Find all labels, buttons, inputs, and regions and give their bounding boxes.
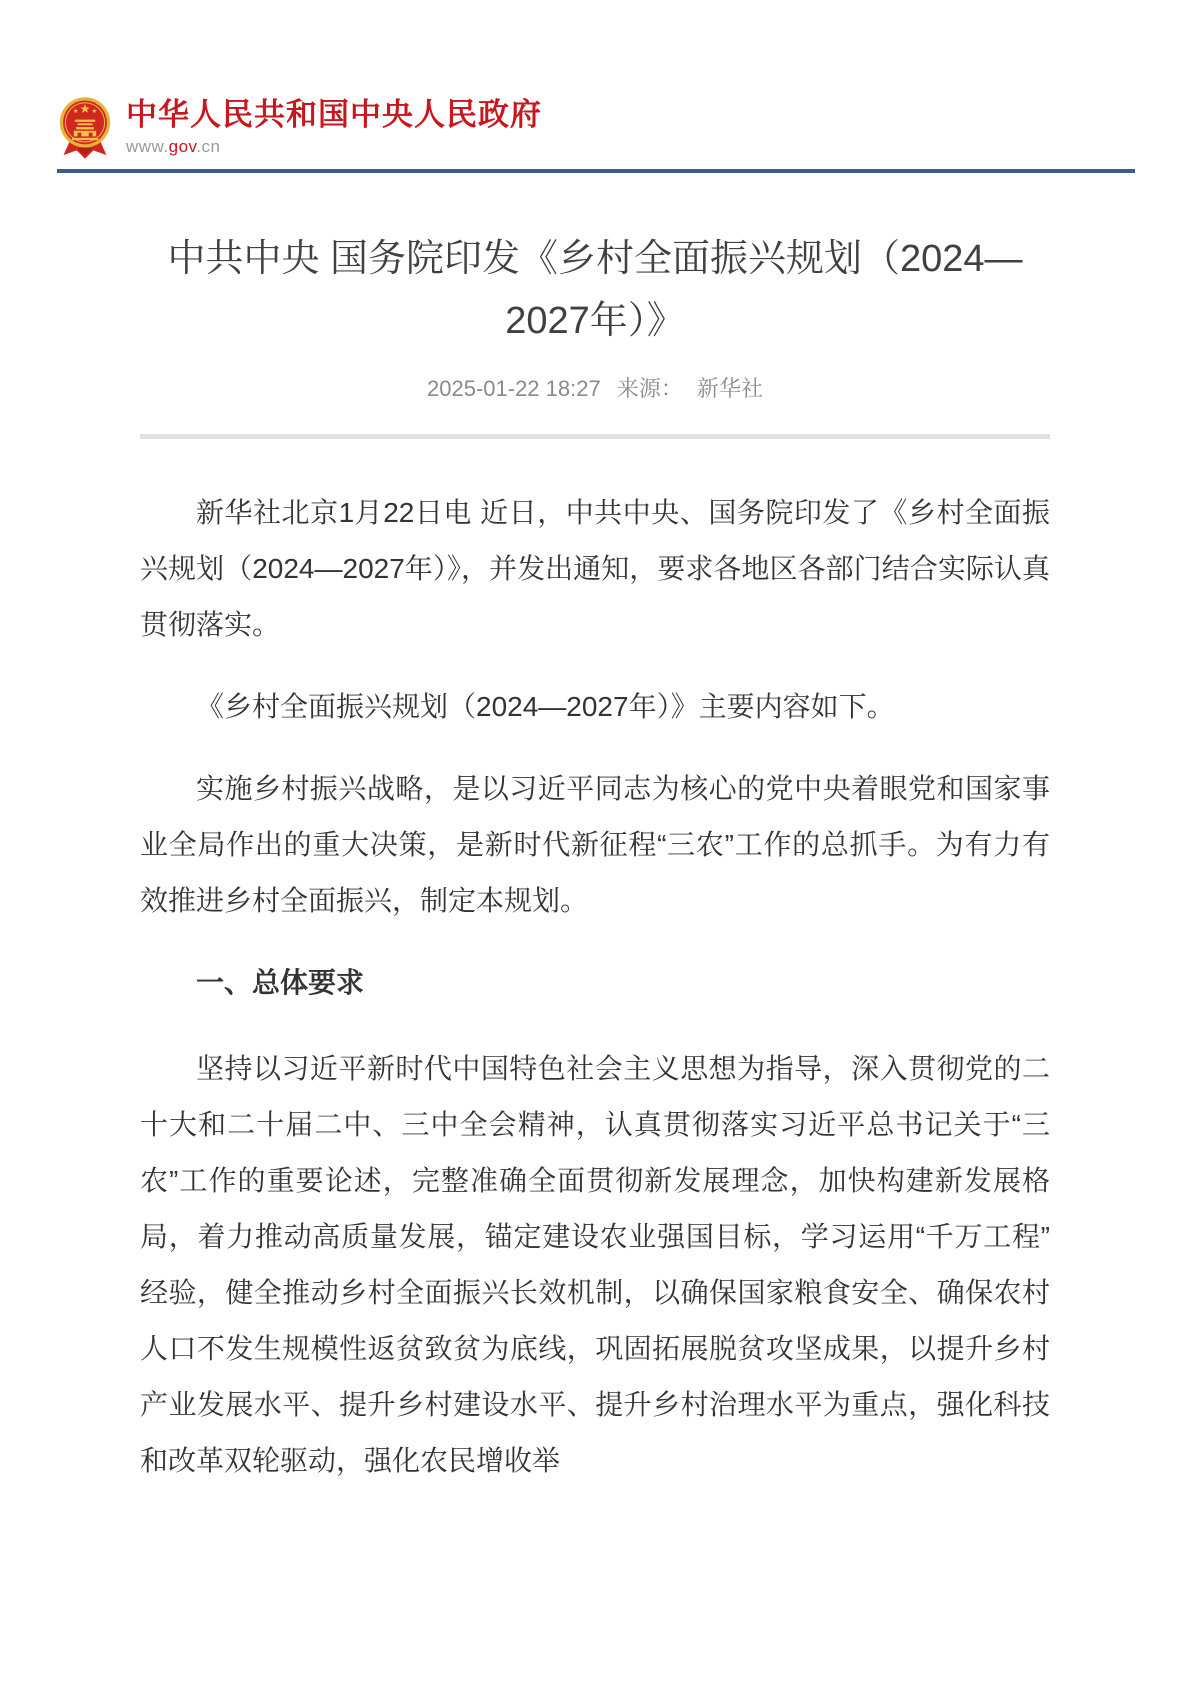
paragraph-intro: 新华社北京1月22日电 近日，中共中央、国务院印发了《乡村全面振兴规划（2024—2027年）》，并发出通知，要求各地区各部门结合实际认真贯彻落实。 xyxy=(140,497,1050,641)
site-url-gov: gov xyxy=(168,136,197,156)
site-url xyxy=(126,137,542,157)
site-title: 中华人民共和国中央人民政府 xyxy=(126,97,542,132)
paragraph-guiding-principles: 坚持以习近平新时代中国特色社会主义思想为指导，深入贯彻党的二十大和二十届二中、三中全会精神，认真贯彻落实习近平总书记关于“三农”工作的重要论述，完整准确全面贯彻新发展理念，加快构建新发展格局，着力推动高质量发展，锚定建设农业强国目标，学习运用“千万工程”经验，健全推动乡村全面振兴长效机制，以确保国家粮食安全、确保农村人口不发生规模性返贫致贫为底线，巩固拓展脱贫攻坚成果，以提升乡村产业发展水平、提升乡村建设水平、提升乡村治理水平为重点，强化科技和改革双轮驱动，强化农民增收举 xyxy=(140,1053,1050,1477)
publish-datetime: 2025-01-22 18:27 xyxy=(427,376,601,402)
paragraph-summary: 《乡村全面振兴规划（2024—2027年）》主要内容如下。 xyxy=(196,691,895,723)
article xyxy=(140,229,1050,1489)
site-url-cn: .cn xyxy=(196,136,221,156)
national-emblem-icon xyxy=(57,95,113,161)
article-body xyxy=(140,485,1050,1489)
site-branding xyxy=(126,95,542,157)
section-heading-general-requirements: 一、总体要求 xyxy=(196,967,365,999)
article-meta xyxy=(140,372,1050,403)
meta-divider xyxy=(140,434,1050,439)
source-label: 来源： xyxy=(616,376,683,402)
paragraph-background: 实施乡村振兴战略，是以习近平同志为核心的党中央着眼党和国家事业全局作出的重大决策，是新时代新征程“三农”工作的总抓手。为有力有效推进乡村全面振兴，制定本规划。 xyxy=(140,773,1050,917)
site-url-www: www. xyxy=(126,136,169,156)
site-header xyxy=(57,95,1135,165)
article-title: 中共中央 国务院印发《乡村全面振兴规划（2024—2027年）》 xyxy=(167,238,1023,342)
site-logo-link[interactable] xyxy=(57,95,542,161)
source-name: 新华社 xyxy=(696,376,763,402)
header-divider xyxy=(57,169,1135,173)
